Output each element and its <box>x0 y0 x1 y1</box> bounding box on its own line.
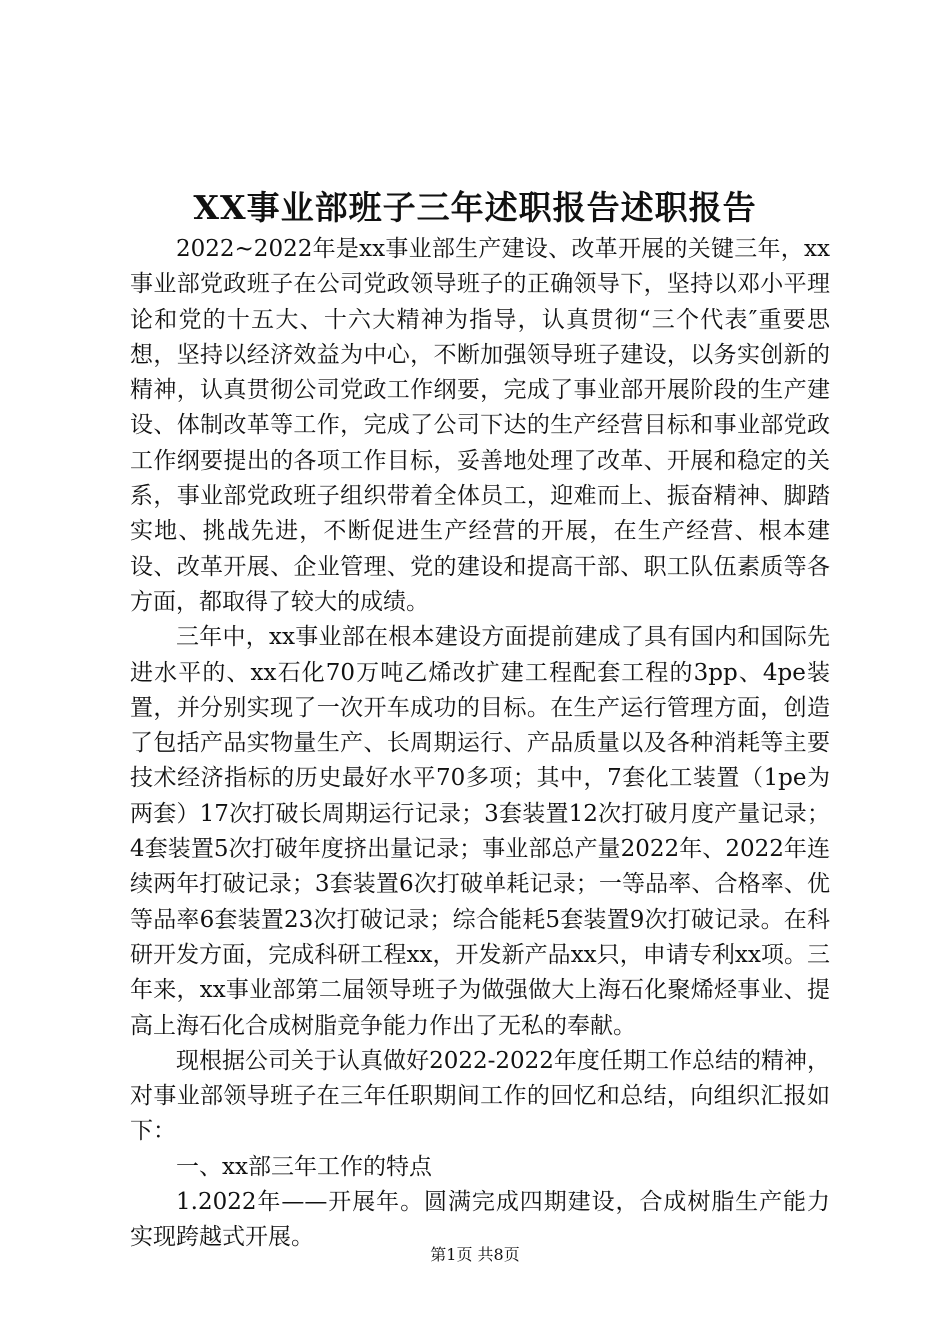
document-body <box>130 232 830 1256</box>
paragraph-intro: 2022~2022年是xx事业部生产建设、改革开展的关键三年，xx事业部党政班子在公司党政领导班子的正确领导下，坚持以邓小平理论和党的十五大、十六大精神为指导，认真贯彻“三个代表″重要思想，坚持以经济效益为中心，不断加强领导班子建设，以务实创新的精神，认真贯彻公司党政工作纲要，完成了事业部开展阶段的生产建设、体制改革等工作，完成了公司下达的生产经营目标和事业部党政工作纲要提出的各项工作目标，妥善地处理了改革、开展和稳定的关系，事业部党政班子组织带着全体员工，迎难而上、振奋精神、脚踏实地、挑战先进，不断促进生产经营的开展，在生产经营、根本建设、改革开展、企业管理、党的建设和提高干部、职工队伍素质等各方面，都取得了较大的成绩。 <box>130 236 830 615</box>
paragraph-report-purpose: 现根据公司关于认真做好2022-2022年度任期工作总结的精神，对事业部领导班子在三年任职期间工作的回忆和总结，向组织汇报如下： <box>130 1047 830 1145</box>
paragraph-item-1: 1.2022年——开展年。圆满完成四期建设，合成树脂生产能力实现跨越式开展。 <box>130 1189 830 1251</box>
document-title: XX事业部班子三年述职报告述职报告 <box>193 188 757 227</box>
section-heading: 一、xx部三年工作的特点 <box>176 1153 432 1180</box>
page-footer: 第1页 共8页 <box>430 1245 520 1264</box>
paragraph-achievements: 三年中，xx事业部在根本建设方面提前建成了具有国内和国际先进水平的、xx石化70万吨乙烯改扩建工程配套工程的3pp、4pe装置，并分别实现了一次开车成功的目标。在生产运行管理方面，创造了包括产品实物量生产、长周期运行、产品质量以及各种消耗等主要技术经济指标的历史最好水平70多项；其中，7套化工装置（1pe为两套）17次打破长周期运行记录；3套装置12次打破月度产量记录；4套装置5次打破年度挤出量记录；事业部总产量2022年、2022年连续两年打破记录；3套装置6次打破单耗记录；一等品率、合格率、优等品率6套装置23次打破记录；综合能耗5套装置9次打破记录。在科研开发方面，完成科研工程xx，开发新产品xx只，申请专利xx项。三年来，xx事业部第二届领导班子为做强做大上海石化聚烯烃事业、提高上海石化合成树脂竞争能力作出了无私的奉献。 <box>130 624 830 1039</box>
